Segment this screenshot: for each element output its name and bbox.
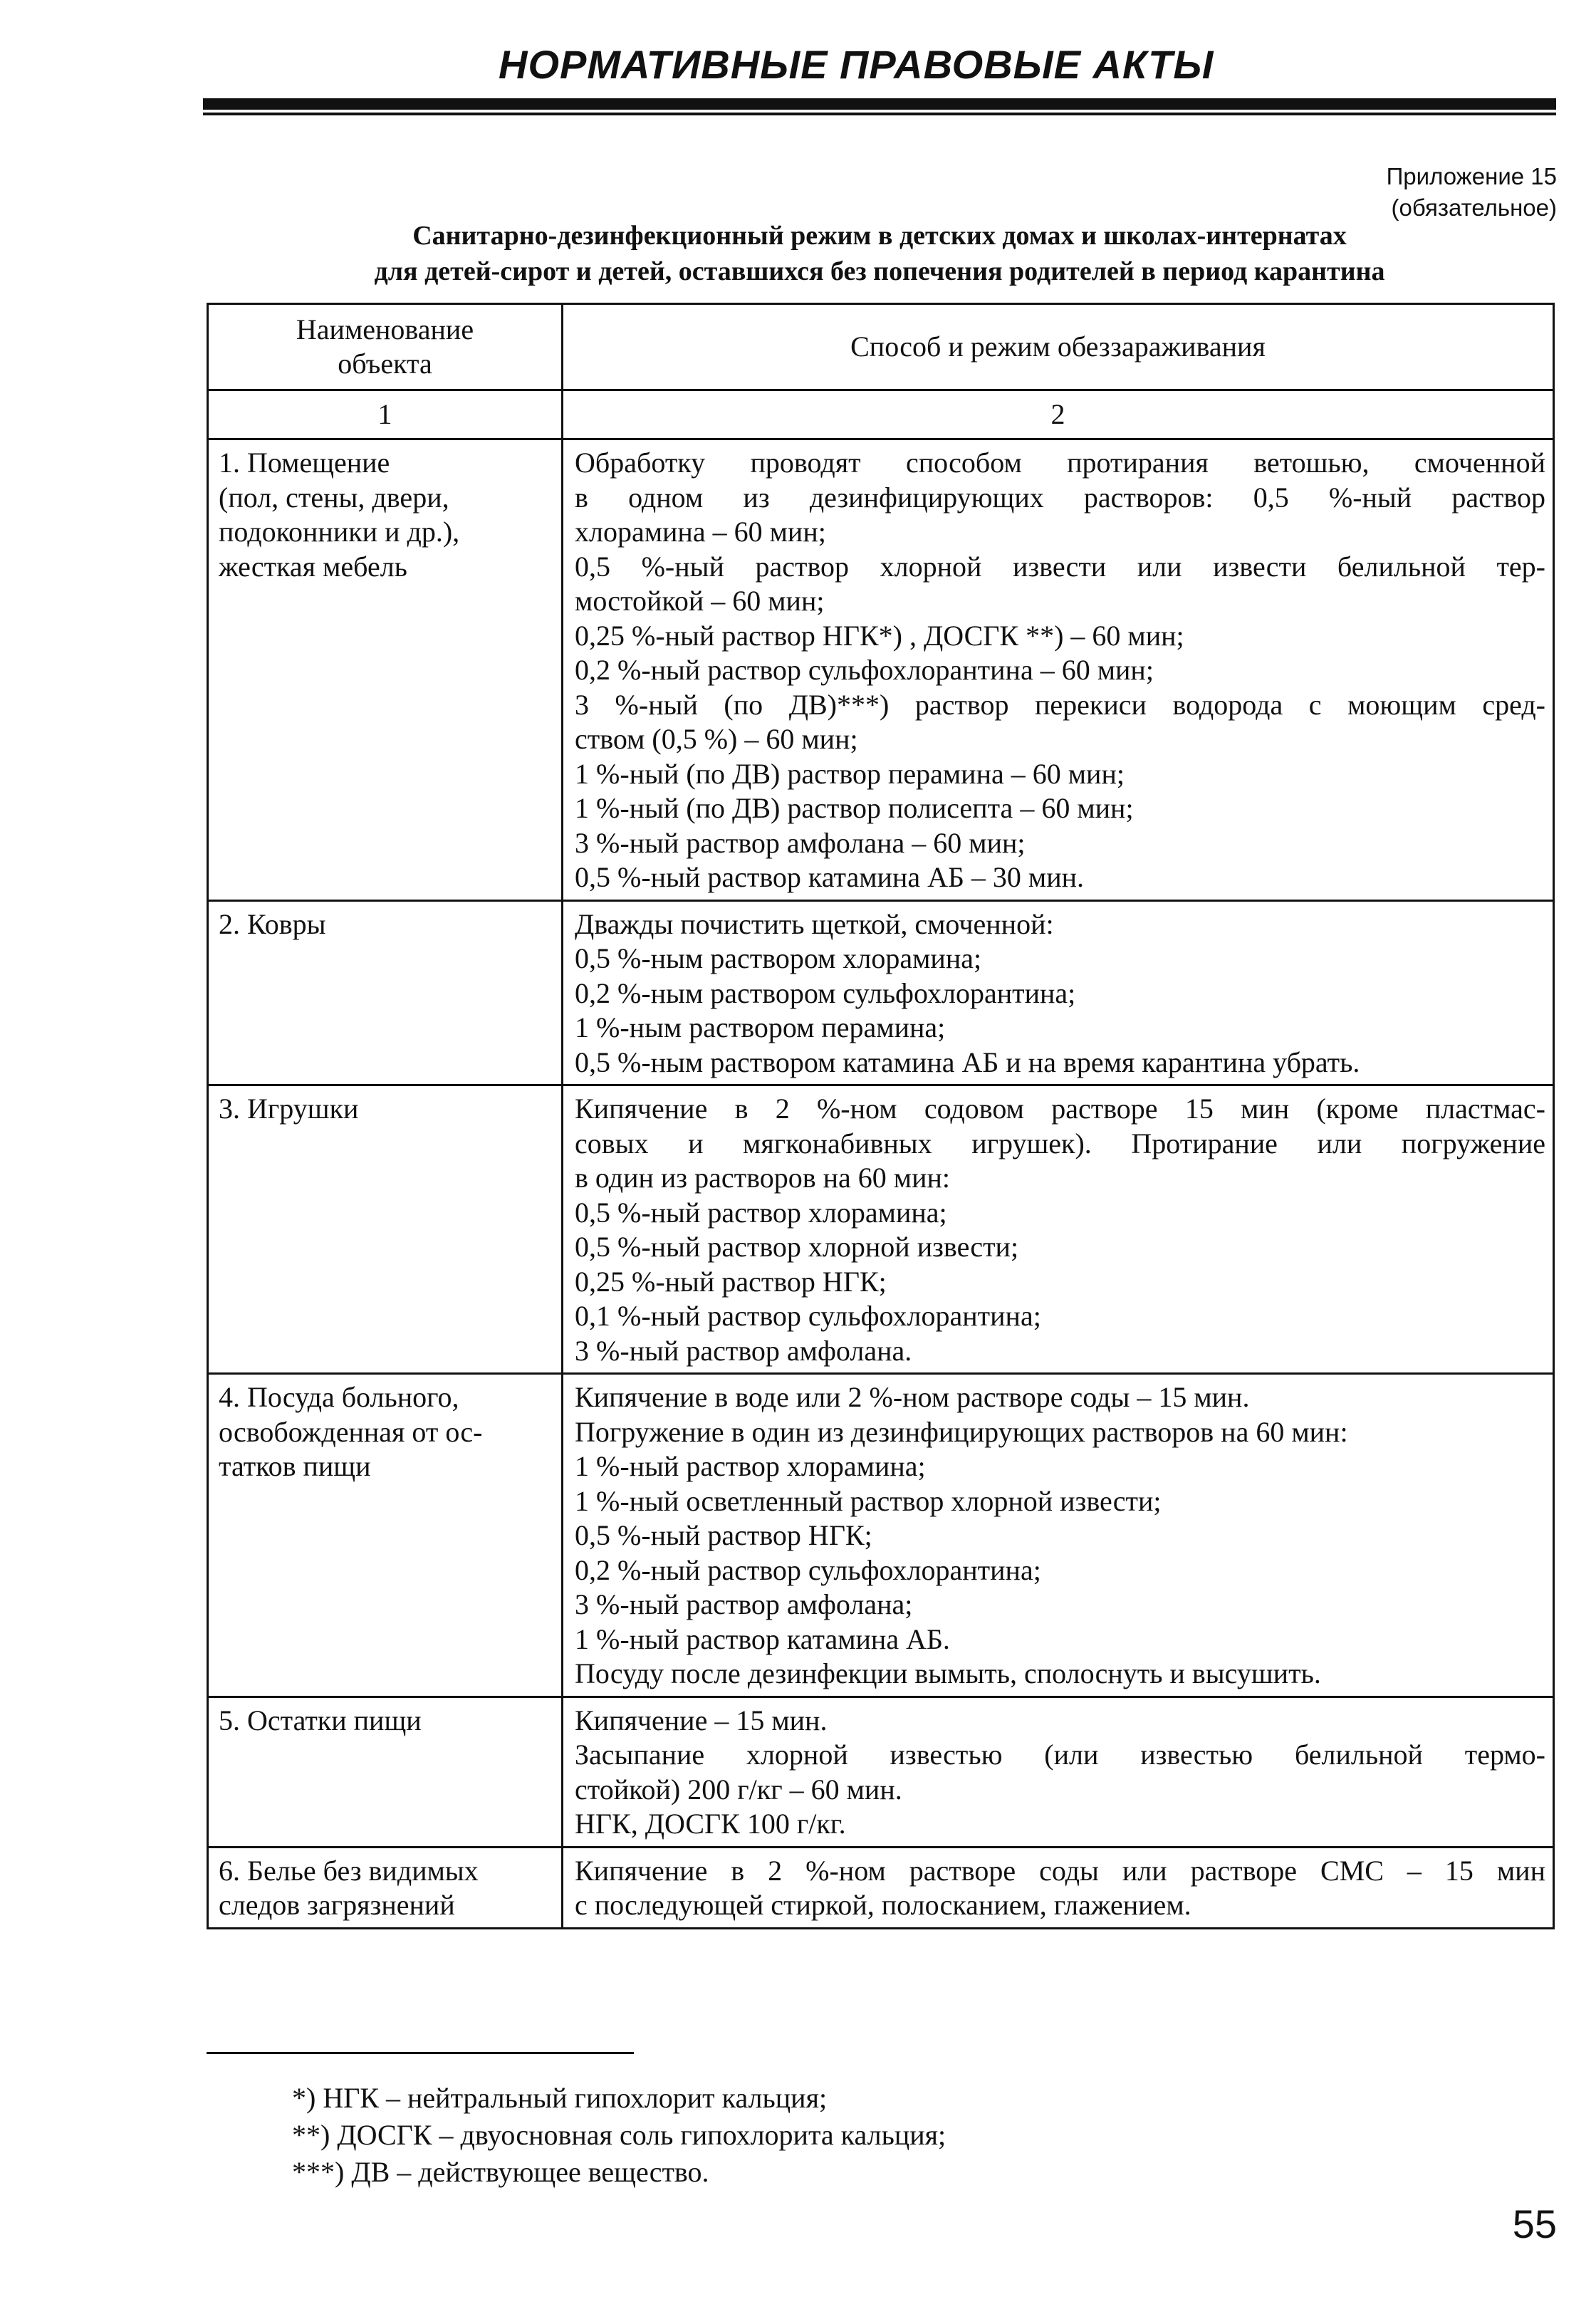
method-line: с последующей стиркой, полосканием, глажением. [575, 1889, 1191, 1921]
method-line: Посуду после дезинфекции вымыть, сполоснуть и высушить. [575, 1657, 1321, 1689]
object-cell [208, 1374, 563, 1697]
method-line: НГК, ДОСГК 100 г/кг. [575, 1808, 846, 1840]
appendix-label [1387, 161, 1557, 224]
method-line: 1 %-ный раствор катамина АБ. [575, 1622, 950, 1655]
footnote: ***) ДВ – действующее вещество. [292, 2156, 709, 2188]
method-line: 1 %-ный (по ДВ) раствор перамина – 60 мин; [575, 757, 1125, 790]
method-line: 1 %-ный (по ДВ) раствор полисепта – 60 мин; [575, 792, 1134, 824]
object-line: (пол, стены, двери, [219, 481, 449, 514]
method-line: 0,5 %-ный раствор хлорной извести; [575, 1231, 1019, 1263]
method-line: Кипячение в воде или 2 %-ном растворе соды – 15 мин. [575, 1381, 1250, 1413]
method-line: 1 %-ный раствор хлорамина; [575, 1450, 926, 1482]
column-number: 1 [208, 390, 563, 439]
method-line: Дважды почистить щеткой, смоченной: [575, 907, 1054, 940]
object-line: 5. Остатки пищи [219, 1704, 422, 1736]
method-line: 3 %-ный раствор амфолана. [575, 1334, 912, 1367]
object-cell [208, 1085, 563, 1374]
method-cell [563, 439, 1554, 901]
method-line: 0,1 %-ный раствор сульфохлорантина; [575, 1300, 1041, 1332]
method-line: хлорамина – 60 мин; [575, 516, 826, 548]
footnote: *) НГК – нейтральный гипохлорит кальция; [292, 2082, 828, 2114]
object-line: 3. Игрушки [219, 1093, 359, 1125]
object-line: 6. Белье без видимых [219, 1854, 479, 1887]
method-line: 1 %-ным раствором перамина; [575, 1011, 946, 1043]
table-row [208, 1847, 1554, 1928]
document-title-line: для детей-сирот и детей, оставшихся без попечения родителей в период карантина [374, 256, 1385, 286]
object-cell [208, 1697, 563, 1847]
object-line: 4. Посуда больного, [219, 1381, 459, 1413]
method-line: 0,25 %-ный раствор НГК*) , ДОСГК **) – 60 мин; [575, 619, 1184, 652]
object-cell [208, 900, 563, 1085]
object-line: 2. Ковры [219, 907, 326, 940]
appendix-status: (обязательное) [1391, 194, 1557, 221]
method-cell [563, 1085, 1554, 1374]
method-line: 0,5 %-ный раствор катамина АБ – 30 мин. [575, 861, 1085, 893]
method-line: Кипячение – 15 мин. [575, 1704, 828, 1736]
method-line: 0,2 %-ный раствор сульфохлорантина; [575, 1553, 1041, 1586]
object-line: освобожденная от ос- [219, 1415, 483, 1448]
table-row [208, 1697, 1554, 1847]
document-title [203, 218, 1556, 289]
table-row [208, 439, 1554, 901]
document-title-line: Санитарно-дезинфекционный режим в детских домах и школах-интернатах [412, 221, 1347, 251]
object-cell [208, 1847, 563, 1928]
table-body [208, 439, 1554, 1929]
method-line: ством (0,5 %) – 60 мин; [575, 723, 858, 755]
method-line: 3 %-ный (по ДВ)***) раствор перекиси водорода с моющим сред- [575, 688, 1545, 721]
object-line: следов загрязнений [219, 1889, 455, 1921]
running-header: НОРМАТИВНЫЕ ПРАВОВЫЕ АКТЫ [499, 42, 1214, 87]
method-line: 0,5 %-ным раствором катамина АБ и на время карантина убрать. [575, 1046, 1360, 1078]
header-text: Наименование [296, 313, 474, 345]
method-line: мостойкой – 60 мин; [575, 585, 825, 617]
method-line: стойкой) 200 г/кг – 60 мин. [575, 1773, 902, 1805]
page-number: 55 [1512, 2201, 1557, 2246]
method-line: Обработку проводят способом протирания ветошью, смоченной [575, 447, 1545, 479]
object-line: татков пищи [219, 1450, 371, 1482]
method-line: 0,5 %-ным раствором хлорамина; [575, 942, 982, 974]
method-cell [563, 1374, 1554, 1697]
table-row [208, 1085, 1554, 1374]
footnotes [292, 2080, 946, 2191]
table-column-numbers-row [208, 390, 1554, 439]
method-line: 0,5 %-ный раствор хлорной извести или извести белильной тер- [575, 550, 1545, 583]
object-line: жесткая мебель [219, 550, 407, 583]
header-rule-thin [203, 113, 1556, 115]
method-cell [563, 900, 1554, 1085]
method-line: 0,5 %-ный раствор НГК; [575, 1519, 872, 1551]
appendix-number: Приложение 15 [1386, 163, 1557, 189]
method-line: в один из растворов на 60 мин: [575, 1162, 950, 1194]
method-cell [563, 1847, 1554, 1928]
object-line: подоконники и др.), [219, 516, 460, 548]
method-line: Кипячение в 2 %-ном содовом растворе 15 мин (кроме пластмас- [575, 1093, 1545, 1125]
table-header-row [208, 304, 1554, 390]
method-line: Погружение в один из дезинфицирующих растворов на 60 мин: [575, 1415, 1348, 1448]
column-number: 2 [563, 390, 1554, 439]
table-row [208, 1374, 1554, 1697]
method-line: Засыпание хлорной известью (или известью белильной термо- [575, 1739, 1545, 1771]
method-line: 0,2 %-ный раствор сульфохлорантина – 60 мин; [575, 654, 1154, 686]
method-cell [563, 1697, 1554, 1847]
disinfection-table [207, 303, 1555, 1929]
method-line: 0,2 %-ным раствором сульфохлорантина; [575, 976, 1076, 1009]
method-line: 3 %-ный раствор амфолана – 60 мин; [575, 826, 1026, 859]
header-object-name [208, 304, 563, 390]
object-line: 1. Помещение [219, 447, 390, 479]
method-line: 0,25 %-ный раствор НГК; [575, 1265, 887, 1298]
method-line: 1 %-ный осветленный раствор хлорной извести; [575, 1484, 1162, 1517]
method-line: 0,5 %-ный раствор хлорамина; [575, 1196, 947, 1229]
method-line: 3 %-ный раствор амфолана; [575, 1588, 913, 1620]
footnote-rule [207, 2052, 634, 2054]
footnote: **) ДОСГК – двуосновная соль гипохлорита кальция; [292, 2119, 946, 2151]
method-line: совых и мягконабивных игрушек). Протирание или погружение [575, 1127, 1545, 1160]
method-line: Кипячение в 2 %-ном растворе соды или растворе СМС – 15 мин [575, 1854, 1545, 1887]
object-cell [208, 439, 563, 901]
method-line: в одном из дезинфицирующих растворов: 0,5 %-ный раствор [575, 481, 1545, 514]
header-method: Способ и режим обеззараживания [563, 304, 1554, 390]
table-row [208, 900, 1554, 1085]
header-text: объекта [338, 348, 432, 380]
header-rule [203, 98, 1556, 110]
